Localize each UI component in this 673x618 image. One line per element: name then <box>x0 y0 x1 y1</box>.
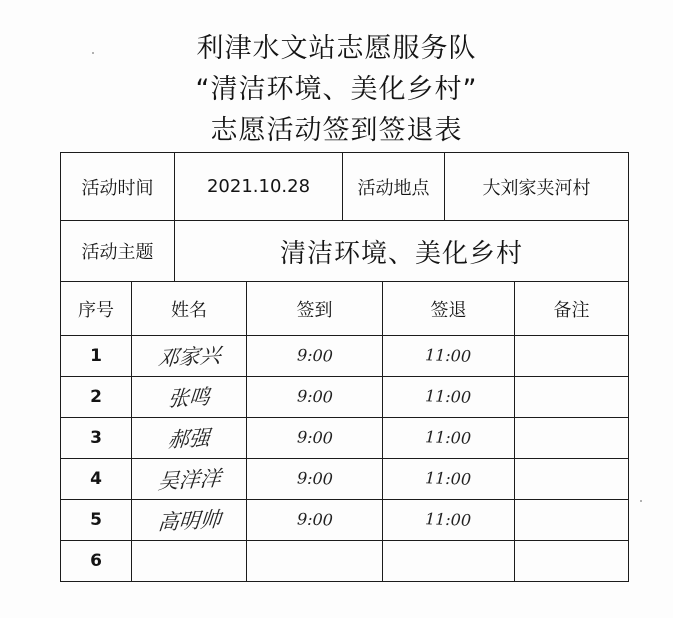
scan-speck <box>640 500 642 502</box>
row-remark <box>515 377 629 418</box>
row-sign-out <box>383 500 515 541</box>
row-sign-out-text: 11:00 <box>425 468 472 489</box>
row-name-text: 吴洋洋 <box>156 466 222 494</box>
row-seq <box>61 459 132 500</box>
row-sign-out <box>383 418 515 459</box>
row-seq-text: 1 <box>90 346 102 366</box>
scan-speck <box>92 52 94 54</box>
table-row <box>61 500 629 541</box>
table-row <box>61 541 629 582</box>
col-header-remark: 备注 <box>515 282 629 336</box>
row-name-text: 张鸣 <box>166 384 211 412</box>
row-sign-in <box>247 541 383 582</box>
row-seq-text: 5 <box>90 510 102 530</box>
row-seq <box>61 500 132 541</box>
row-remark <box>515 541 629 582</box>
activity-theme-value: 清洁环境、美化乡村 <box>175 221 629 282</box>
row-sign-in <box>247 336 383 377</box>
row-sign-out-text: 11:00 <box>425 427 472 448</box>
activity-theme-label: 活动主题 <box>61 221 175 282</box>
row-sign-out <box>383 459 515 500</box>
row-remark <box>515 459 629 500</box>
row-seq-text: 6 <box>90 551 102 571</box>
row-seq <box>61 336 132 377</box>
table-row <box>61 377 629 418</box>
row-sign-out <box>383 336 515 377</box>
table-row <box>61 459 629 500</box>
info-row <box>61 153 629 221</box>
row-sign-in <box>247 418 383 459</box>
row-seq <box>61 377 132 418</box>
sheet-title: 志愿活动签到签退表 <box>210 115 463 146</box>
row-seq-text: 2 <box>90 387 102 407</box>
row-name <box>132 377 247 418</box>
row-name <box>132 541 247 582</box>
row-seq-text: 3 <box>90 428 102 448</box>
row-sign-in-text: 9:00 <box>296 509 333 530</box>
row-sign-in-text: 9:00 <box>296 386 333 407</box>
row-sign-in-text: 9:00 <box>296 468 333 489</box>
row-seq <box>61 418 132 459</box>
activity-place-label: 活动地点 <box>343 153 445 221</box>
row-name <box>132 336 247 377</box>
row-sign-out <box>383 541 515 582</box>
row-name-text: 高明帅 <box>156 507 222 535</box>
activity-slogan: “清洁环境、美化乡村” <box>195 74 478 105</box>
organization-title: 利津水文站志愿服务队 <box>196 33 477 64</box>
column-header-row <box>61 282 629 336</box>
theme-row <box>61 221 629 282</box>
row-sign-in-text: 9:00 <box>296 427 333 448</box>
activity-time-value: 2021.10.28 <box>175 153 343 221</box>
row-seq-text: 4 <box>90 469 102 489</box>
document-header <box>0 30 673 153</box>
table-row <box>61 418 629 459</box>
row-remark <box>515 500 629 541</box>
table-body <box>61 336 629 582</box>
col-header-seq: 序号 <box>61 282 132 336</box>
row-sign-in <box>247 500 383 541</box>
row-name <box>132 459 247 500</box>
row-sign-out-text: 11:00 <box>425 386 472 407</box>
row-name <box>132 500 247 541</box>
row-sign-out <box>383 377 515 418</box>
row-sign-out-text: 11:00 <box>425 509 472 530</box>
table-row <box>61 336 629 377</box>
row-name-text: 邓家兴 <box>156 343 222 371</box>
activity-time-label: 活动时间 <box>61 153 175 221</box>
row-remark <box>515 418 629 459</box>
row-sign-in-text: 9:00 <box>296 345 333 366</box>
row-name <box>132 418 247 459</box>
row-name-text: 郝强 <box>166 425 211 453</box>
row-sign-in <box>247 377 383 418</box>
signin-grid <box>60 152 629 582</box>
row-sign-in <box>247 459 383 500</box>
row-remark <box>515 336 629 377</box>
col-header-sign-out: 签退 <box>383 282 515 336</box>
col-header-sign-in: 签到 <box>247 282 383 336</box>
row-seq <box>61 541 132 582</box>
row-sign-out-text: 11:00 <box>425 345 472 366</box>
col-header-name: 姓名 <box>132 282 247 336</box>
activity-place-value: 大刘家夹河村 <box>445 153 629 221</box>
